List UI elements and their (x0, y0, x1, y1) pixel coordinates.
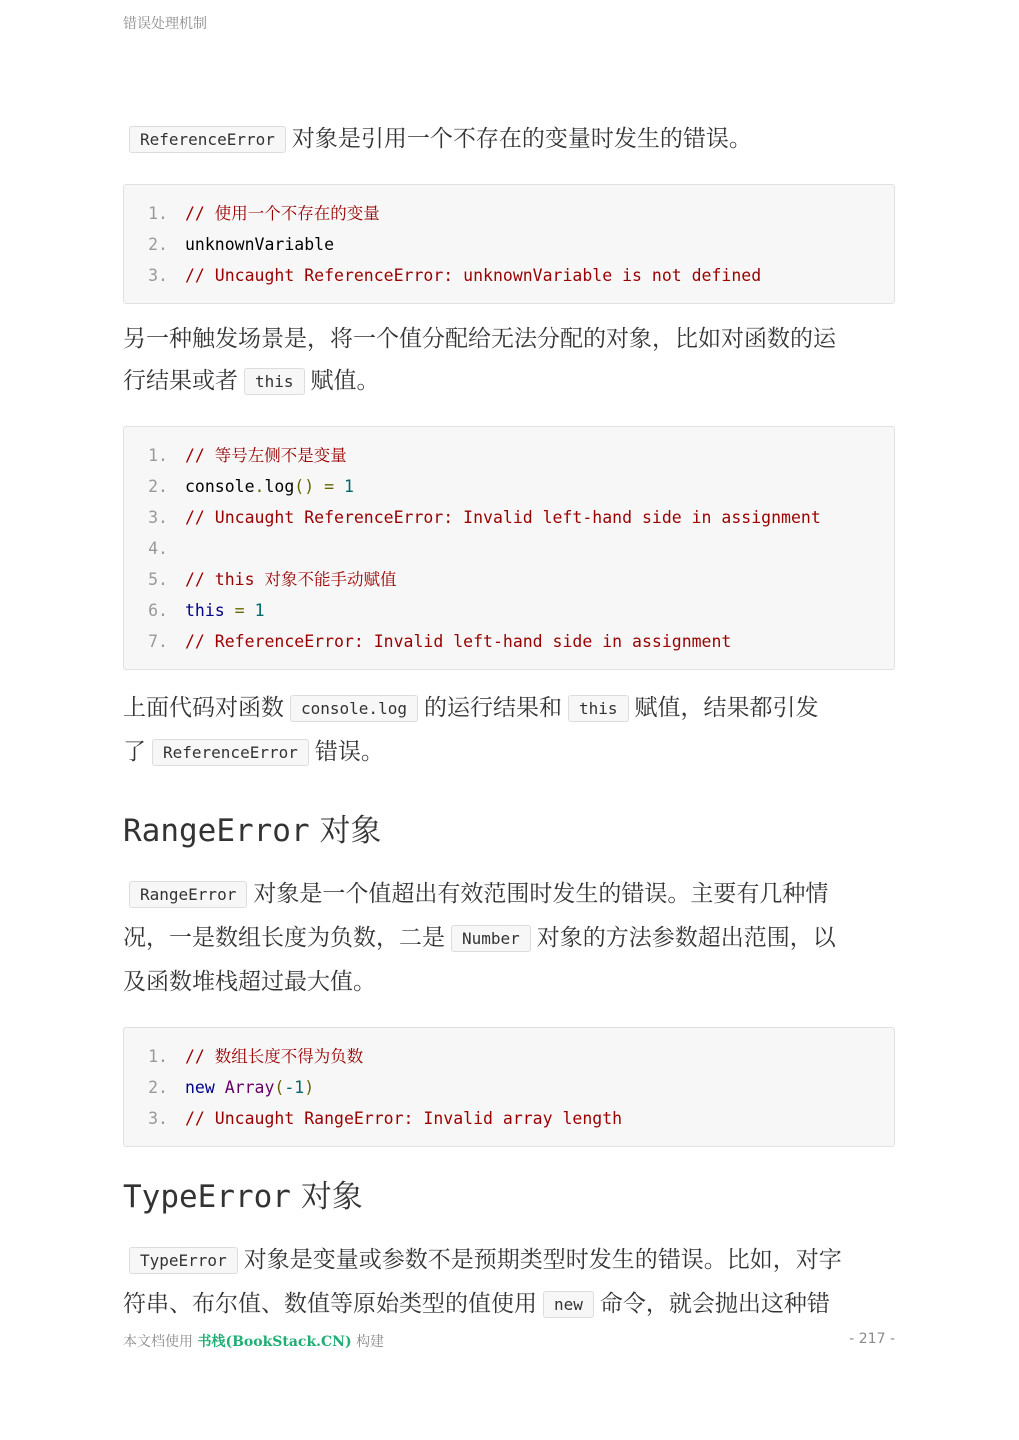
paragraph-text: 赋值，结果都引发 (634, 695, 819, 721)
line-number: 3. (148, 1109, 168, 1128)
paragraph-text: 赋值。 (310, 368, 380, 394)
code-line (124, 595, 894, 626)
paragraph-text: 符串、布尔值、数值等原始类型的值使用 (123, 1291, 537, 1317)
inline-code: this (568, 695, 629, 722)
inline-code: this (244, 368, 305, 395)
code-punct: ( (274, 1078, 285, 1097)
paragraph-summary (123, 687, 895, 775)
line-number: 5. (148, 570, 168, 589)
page-number: - 217 - (849, 1331, 895, 1347)
code-operator: = (314, 477, 344, 496)
heading-range-error (123, 811, 895, 851)
code-line (124, 198, 894, 229)
code-line (124, 533, 894, 564)
paragraph-text: 错误。 (314, 739, 384, 765)
bookstack-link[interactable]: 书栈(BookStack.CN) (197, 1334, 352, 1350)
code-comment: // 使用一个不存在的变量 (185, 204, 380, 223)
inline-code: ReferenceError (152, 739, 309, 766)
inline-code: new (543, 1291, 594, 1318)
inline-code: console.log (290, 695, 418, 722)
code-punct: ) (304, 1078, 315, 1097)
paragraph-text: 的运行结果和 (423, 695, 562, 721)
code-identifier: console (185, 477, 255, 496)
paragraph-text: 行结果或者 (123, 368, 238, 394)
code-line (124, 440, 894, 471)
line-number: 6. (148, 601, 168, 620)
inline-code: Number (451, 925, 531, 952)
line-number: 2. (148, 1078, 168, 1097)
code-line (124, 626, 894, 657)
running-header: 错误处理机制 (123, 16, 207, 32)
heading-type-error (123, 1177, 895, 1217)
page-footer (123, 1331, 895, 1351)
line-number: 1. (148, 446, 168, 465)
code-comment: // this 对象不能手动赋值 (185, 570, 397, 589)
paragraph-text: 对象是引用一个不存在的变量时发生的错误。 (291, 126, 752, 152)
code-text: unknownVariable (185, 235, 335, 254)
code-line (124, 1041, 894, 1072)
paragraph-text: 了 (123, 739, 146, 765)
code-punct: () (294, 477, 315, 496)
code-line (124, 471, 894, 502)
code-keyword: this (185, 601, 225, 620)
line-number: 3. (148, 508, 168, 527)
code-line (124, 502, 894, 533)
inline-code: RangeError (129, 881, 247, 908)
code-block-3 (123, 1027, 895, 1147)
code-line (124, 1103, 894, 1134)
code-comment: // 数组长度不得为负数 (185, 1047, 364, 1066)
line-number: 2. (148, 235, 168, 254)
code-operator: = (224, 601, 255, 620)
code-punct: . (254, 477, 265, 496)
line-number: 7. (148, 632, 168, 651)
code-keyword: new (185, 1078, 215, 1097)
code-comment: // Uncaught ReferenceError: unknownVariable is not defined (185, 266, 762, 285)
code-block-1 (123, 184, 895, 304)
paragraph-text: 况，一是数组长度为负数，二是 (123, 925, 445, 951)
inline-code: TypeError (129, 1247, 238, 1274)
code-identifier: log (264, 477, 295, 496)
line-number: 3. (148, 266, 168, 285)
paragraph-assignment (123, 318, 895, 404)
line-number: 1. (148, 1047, 168, 1066)
paragraph-text: 对象的方法参数超出范围，以 (536, 925, 836, 951)
inline-code: ReferenceError (129, 126, 286, 153)
code-line (124, 1072, 894, 1103)
code-comment: // Uncaught ReferenceError: Invalid left-hand side in assignment (185, 508, 821, 527)
heading-text: 对象 (300, 1179, 363, 1215)
paragraph-text: 上面代码对函数 (123, 695, 284, 721)
code-block-2 (123, 426, 895, 670)
paragraph-text: 命令，就会抛出这种错 (599, 1291, 830, 1317)
code-comment: // Uncaught RangeError: Invalid array length (185, 1109, 623, 1128)
code-line (124, 564, 894, 595)
footer-credit: 本文档使用 书栈(BookStack.CN) 构建 (123, 1334, 385, 1350)
line-number: 1. (148, 204, 168, 223)
paragraph-text: 及函数堆栈超过最大值。 (123, 969, 376, 995)
paragraph-type-error (123, 1239, 895, 1327)
code-number: 1 (254, 601, 265, 620)
paragraph-text: 另一种触发场景是，将一个值分配给无法分配的对象，比如对函数的运 (123, 326, 836, 352)
paragraph-range-error (123, 873, 895, 1003)
line-number: 4. (148, 539, 168, 558)
paragraph-text: 对象是变量或参数不是预期类型时发生的错误。比如，对字 (243, 1247, 842, 1273)
heading-code: RangeError (123, 813, 310, 849)
code-number: -1 (284, 1078, 305, 1097)
code-comment: // 等号左侧不是变量 (185, 446, 347, 465)
code-type: Array (224, 1078, 275, 1097)
heading-text: 对象 (319, 813, 382, 849)
line-number: 2. (148, 477, 168, 496)
code-line (124, 229, 894, 260)
paragraph-reference-error (123, 118, 895, 162)
page-content (123, 118, 895, 1327)
paragraph-text: 对象是一个值超出有效范围时发生的错误。主要有几种情 (253, 881, 829, 907)
heading-code: TypeError (123, 1179, 291, 1215)
code-comment: // ReferenceError: Invalid left-hand side in assignment (185, 632, 732, 651)
code-number: 1 (343, 477, 354, 496)
code-line (124, 260, 894, 291)
